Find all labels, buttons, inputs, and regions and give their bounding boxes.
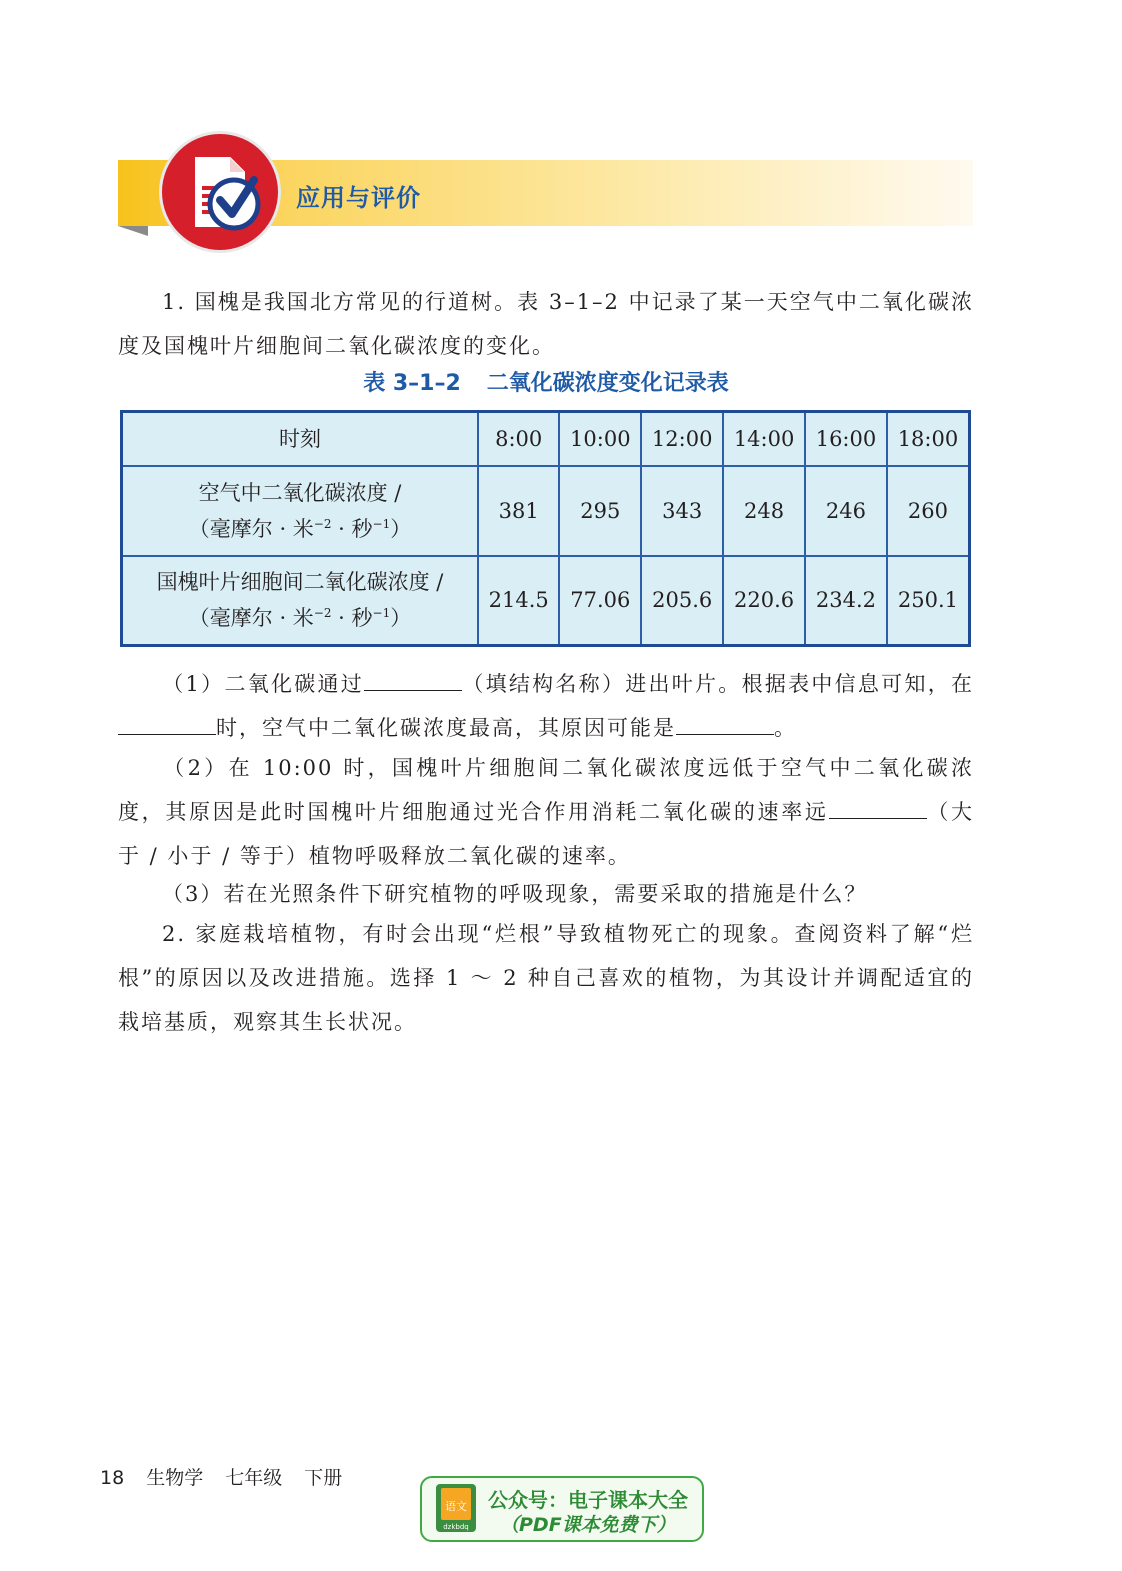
table-caption (118, 366, 974, 397)
watermark-line2: （PDF课本免费下） (500, 1514, 676, 1536)
value-cell: 205.6 (641, 556, 723, 646)
sub-question-3: （3）若在光照条件下研究植物的呼吸现象，需要采取的措施是什么？ (162, 882, 868, 906)
book-title: 生物学 (146, 1467, 204, 1489)
table-caption-title: 二氧化碳浓度变化记录表 (486, 371, 729, 396)
row-label-leaf (122, 556, 479, 646)
value-cell: 234.2 (805, 556, 887, 646)
co2-table (120, 410, 971, 647)
row-label-leaf-line2: （毫摩尔 · 米$^{-2}$ · 秒$^{-1}$） (188, 606, 412, 631)
row-label-leaf-line1: 国槐叶片细胞间二氧化碳浓度 / (156, 570, 444, 595)
time-cell: 12:00 (641, 412, 723, 466)
svg-text:dzkbdq: dzkbdq (443, 1523, 469, 1531)
answer-blank (829, 796, 927, 819)
value-cell: 246 (805, 466, 887, 556)
answer-blank (118, 712, 216, 735)
banner-fold (118, 226, 148, 236)
table-caption-number: 表 3–1–2 (363, 371, 461, 396)
value-cell: 343 (641, 466, 723, 556)
table-header-row (122, 412, 970, 466)
row-label-air-line2: （毫摩尔 · 米$^{-2}$ · 秒$^{-1}$） (188, 516, 412, 541)
value-cell: 214.5 (478, 556, 559, 646)
row-label-air (122, 466, 479, 556)
time-cell: 10:00 (559, 412, 641, 466)
checklist-icon (162, 134, 278, 250)
sub-question-1: （1）二氧化碳通过 （填结构名称）进出叶片。根据表中信息可知，在时，空气中二氧化碳浓度最高，其原因可能是 。 (118, 662, 974, 750)
value-cell: 381 (478, 466, 559, 556)
time-cell: 8:00 (478, 412, 559, 466)
page-footer (100, 1463, 364, 1490)
page-number: 18 (100, 1467, 125, 1489)
value-cell: 250.1 (887, 556, 970, 646)
svg-text:语文: 语文 (445, 1500, 467, 1513)
time-cell: 16:00 (805, 412, 887, 466)
time-cell: 18:00 (887, 412, 970, 466)
value-cell: 248 (723, 466, 805, 556)
sub-question-2: （2）在 10:00 时，国槐叶片细胞间二氧化碳浓度远低于空气中二氧化碳浓度，其原因是此时国槐叶片细胞通过光合作用消耗二氧化碳的速率远 （大于 / 小于 / 等于）植物呼吸释放二氧化碳的速率。 (118, 756, 974, 868)
volume-label: 下册 (304, 1467, 343, 1489)
value-cell: 260 (887, 466, 970, 556)
value-cell: 220.6 (723, 556, 805, 646)
book-icon (436, 1484, 476, 1532)
table-row-leaf (122, 556, 970, 646)
value-cell: 77.06 (559, 556, 641, 646)
table-row-air (122, 466, 970, 556)
row-label-air-line1: 空气中二氧化碳浓度 / (198, 480, 402, 505)
question-1-intro: 1. 国槐是我国北方常见的行道树。表 3–1–2 中记录了某一天空气中二氧化碳浓度及国槐叶片细胞间二氧化碳浓度的变化。 (118, 290, 974, 358)
answer-blank (364, 668, 462, 691)
value-cell: 295 (559, 466, 641, 556)
header-label-cell: 时刻 (122, 412, 479, 466)
section-title: 应用与评价 (296, 184, 421, 212)
time-cell: 14:00 (723, 412, 805, 466)
watermark-badge (420, 1476, 704, 1542)
watermark-line1: 公众号：电子课本大全 (488, 1488, 688, 1512)
question-2: 2. 家庭栽培植物，有时会出现“烂根”导致植物死亡的现象。查阅资料了解“烂根”的原因以及改进措施。选择 1 ～ 2 种自己喜欢的植物，为其设计并调配适宜的栽培基质，观察其生长状况。 (118, 922, 974, 1034)
grade-label: 七年级 (225, 1467, 283, 1489)
answer-blank (676, 712, 774, 735)
